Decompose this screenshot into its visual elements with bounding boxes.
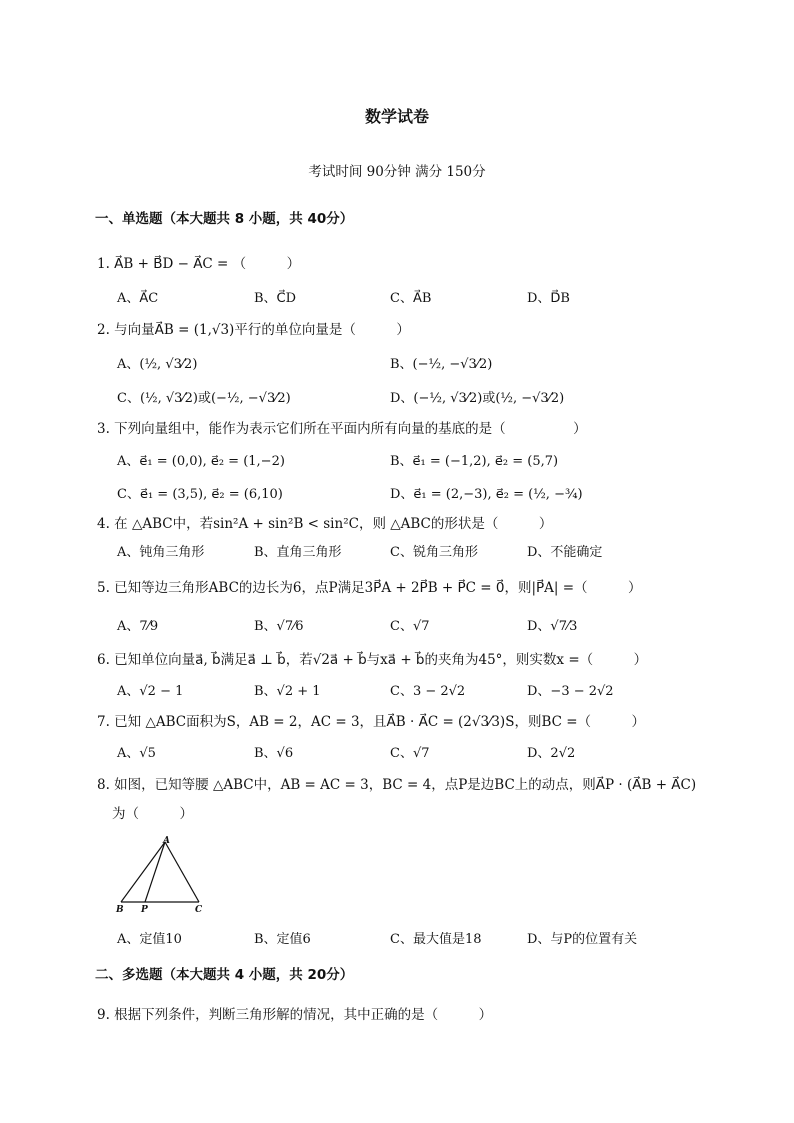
q8-option-c: C、最大值是18 (390, 932, 482, 947)
question-7: 7. 已知 △ABC面积为S，AB = 2，AC = 3，且A⃗B · A⃗C = (2√3⁄3)S，则BC =（ ） (97, 714, 646, 730)
question-8-continuation: 为（ ） (112, 806, 193, 822)
q5-option-d: D、√7⁄3 (527, 619, 578, 634)
q3-option-a: A、e⃗₁ = (0,0), e⃗₂ = (1,−2) (117, 454, 285, 469)
isosceles-triangle-figure (112, 834, 212, 916)
q6-option-a: A、√2 − 1 (117, 684, 184, 699)
q2-option-d: D、(−½, √3⁄2)或(½, −√3⁄2) (390, 391, 565, 406)
q6-option-d: D、−3 − 2√2 (527, 684, 614, 699)
q8-option-a: A、定值10 (117, 932, 182, 947)
segment-ap (145, 842, 165, 902)
label-c: C (195, 905, 203, 915)
question-3: 3. 下列向量组中，能作为表示它们所在平面内所有向量的基底的是（ ） (97, 421, 587, 437)
question-5: 5. 已知等边三角形ABC的边长为6，点P满足3P⃗A + 2P⃗B + P⃗C = 0⃗，则|P⃗A| =（ ） (97, 580, 642, 596)
q2-option-c: C、(½, √3⁄2)或(−½, −√3⁄2) (117, 391, 291, 406)
segment-ac (165, 842, 199, 902)
q8-option-d: D、与P的位置有关 (527, 932, 638, 947)
q1-option-a: A、A⃗C (117, 291, 159, 306)
q3-option-b: B、e⃗₁ = (−1,2), e⃗₂ = (5,7) (390, 454, 559, 469)
section-heading-single: 一、单选题（本大题共 8 小题，共 40分） (95, 211, 354, 227)
q2-option-b: B、(−½, −√3⁄2) (390, 357, 493, 372)
q5-option-b: B、√7⁄6 (254, 619, 304, 634)
question-9: 9. 根据下列条件，判断三角形解的情况，其中正确的是（ ） (97, 1007, 493, 1023)
q4-option-a: A、钝角三角形 (117, 545, 205, 560)
q6-option-b: B、√2 + 1 (254, 684, 321, 699)
q3-option-c: C、e⃗₁ = (3,5), e⃗₂ = (6,10) (117, 487, 283, 502)
q4-option-c: C、锐角三角形 (390, 545, 478, 560)
q7-option-a: A、√5 (117, 746, 156, 761)
label-p: P (141, 905, 148, 915)
page-title: 数学试卷 (364, 107, 429, 126)
q7-option-b: B、√6 (254, 746, 294, 761)
label-b: B (116, 905, 124, 915)
question-6: 6. 已知单位向量a⃗, b⃗满足a⃗ ⊥ b⃗，若√2a⃗ + b⃗与xa⃗ + b⃗的夹角为45°，则实数x =（ ） (97, 652, 648, 668)
question-1: 1. A⃗B + B⃗D − A⃗C = （ ） (97, 256, 301, 272)
q4-option-d: D、不能确定 (527, 545, 603, 560)
q1-option-d: D、D⃗B (527, 291, 570, 306)
q3-option-d: D、e⃗₁ = (2,−3), e⃗₂ = (½, −¾) (390, 487, 583, 502)
q8-option-b: B、定值6 (254, 932, 311, 947)
q7-option-d: D、2√2 (527, 746, 576, 761)
exam-info: 考试时间 90分钟 满分 150分 (308, 164, 486, 180)
q5-option-a: A、7⁄9 (117, 619, 159, 634)
question-2: 2. 与向量A⃗B = (1,√3)平行的单位向量是（ ） (97, 322, 410, 338)
q4-option-b: B、直角三角形 (254, 545, 342, 560)
question-4: 4. 在 △ABC中，若sin²A + sin²B < sin²C，则 △ABC的形状是（ ） (97, 516, 553, 532)
q1-option-c: C、A⃗B (390, 291, 432, 306)
q1-option-b: B、C⃗D (254, 291, 297, 306)
q5-option-c: C、√7 (390, 619, 430, 634)
q2-option-a: A、(½, √3⁄2) (117, 357, 198, 372)
segment-ab (121, 842, 165, 902)
label-a: A (163, 836, 170, 846)
section-heading-multi: 二、多选题（本大题共 4 小题，共 20分） (95, 967, 354, 983)
question-8: 8. 如图，已知等腰 △ABC中，AB = AC = 3，BC = 4，点P是边BC上的动点，则A⃗P · (A⃗B + A⃗C) (97, 777, 697, 793)
q6-option-c: C、3 − 2√2 (390, 684, 466, 699)
q7-option-c: C、√7 (390, 746, 430, 761)
